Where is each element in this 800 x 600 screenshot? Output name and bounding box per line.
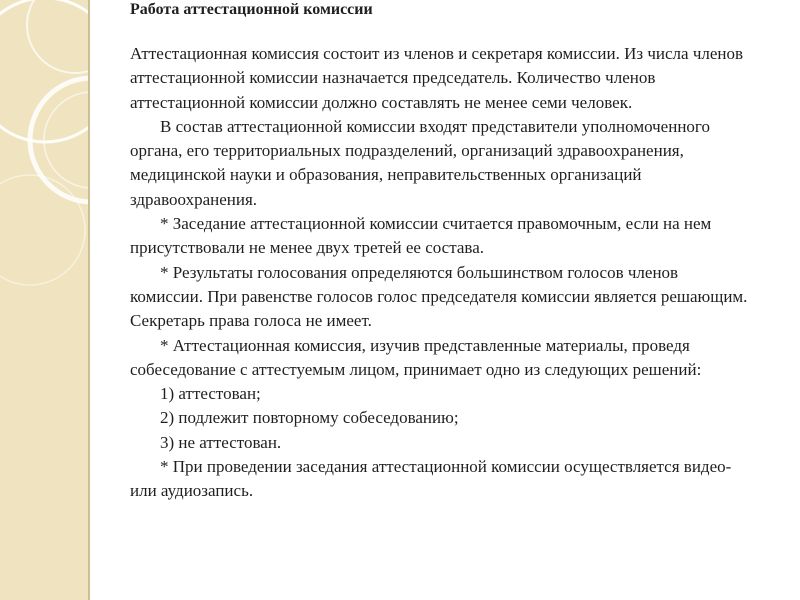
decorative-rings-graphic	[0, 0, 88, 600]
paragraph-representatives: В состав аттестационной комиссии входят представители уполномоченного органа, его территориальных подразделений, организаций здравоохранения, медицинской науки и образования, неправительственных организаций здравоохранения.	[130, 116, 710, 209]
paragraph-recording: * При проведении заседания аттестационной комиссии осуществляется видео- или аудиозапись.	[130, 457, 732, 501]
panel-divider	[88, 0, 90, 600]
decorative-side-panel	[0, 0, 88, 600]
decision-item-not-certified: 3) не аттестован.	[160, 432, 282, 452]
slide-body	[130, 42, 750, 504]
decision-item-reinterview: 2) подлежит повторному собеседованию;	[160, 408, 459, 428]
paragraph-quorum: * Заседание аттестационной комиссии считается правомочным, если на нем присутствовали не менее двух третей ее состава.	[130, 214, 712, 258]
paragraph-voting: * Результаты голосования определяются большинством голосов членов комиссии. При равенстве голосов голос председателя комиссии является решающим. Секретарь права голоса не имеет.	[130, 262, 748, 331]
paragraph-decisions: * Аттестационная комиссия, изучив представленные материалы, проведя собеседование с аттестуемым лицом, принимает одно из следующих решений:	[130, 335, 702, 379]
slide-title: Работа аттестационной комиссии	[130, 1, 373, 18]
paragraph-composition: Аттестационная комиссия состоит из членов и секретаря комиссии. Из числа членов аттестационной комиссии назначается председатель. Количество членов аттестационной комиссии должно составлять не менее семи человек.	[130, 44, 744, 112]
decision-item-certified: 1) аттестован;	[160, 384, 261, 404]
